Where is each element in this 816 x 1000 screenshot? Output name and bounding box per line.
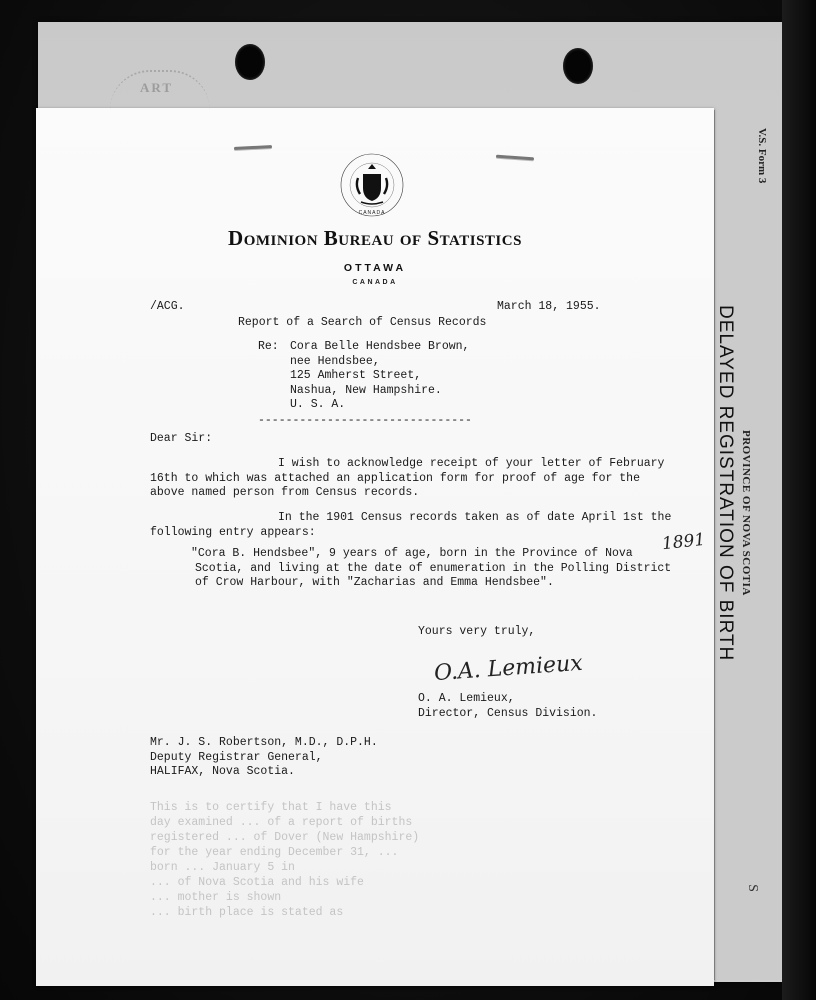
margin-mark: S [744,884,760,892]
punch-hole-right [563,48,593,84]
signer-title: Director, Census Division. [418,707,598,720]
re-block: Cora Belle Hendsbee Brown, nee Hendsbee, 125 Amherst Street, Nashua, New Hampshire. U. S. A. [290,340,470,411]
coat-of-arms-crest [339,152,405,218]
letter-subject: Report of a Search of Census Records [238,316,487,329]
paragraph-1: I wish to acknowledge receipt of your letter of February 16th to which was attached an application form for proof of age for the above named person from Census records. [150,457,665,499]
bleed-through-text: This is to certify that I have this day examined ... of a report of births registered ... of Dover (New Hampshire) for the year ending December 31, ... born ... January 5 in ... of Nova Scotia and his wife ... mother is shown ... birth place is stated as [150,801,420,919]
letterhead-country: CANADA [352,279,398,286]
handwritten-year-note: 1891 [661,529,707,555]
census-entry-quote: "Cora B. Hendsbee", 9 years of age, born in the Province of Nova Scotia, and living at the date of enumeration in the Polling District of Crow Harbour, with "Zacharias and Emma Hendsbee". [191,547,672,589]
closing: Yours very truly, [418,625,536,638]
re-label: Re: [258,340,279,353]
punch-hole-left [235,44,265,80]
signer-name: O. A. Lemieux, [418,692,515,705]
reference-code: /ACG. [150,300,185,313]
form-label: V.S. Form 3 [756,128,768,184]
scan-edge [782,0,816,1000]
recipient-address: Mr. J. S. Robertson, M.D., D.P.H. Deputy Registrar General, HALIFAX, Nova Scotia. [150,736,378,778]
embossed-seal-text: ART [140,80,173,95]
letterhead-city: OTTAWA [343,262,407,274]
bureau-title: Dominion Bureau of Statistics [228,226,522,250]
signature: O.A. Lemieux [433,650,584,687]
separator-line: ------------------------------- [258,414,472,427]
letter-date: March 18, 1955. [497,300,601,313]
paragraph-2: In the 1901 Census records taken as of date April 1st the following entry appears: [150,511,672,539]
folder-title: DELAYED REGISTRATION OF BIRTH [715,305,736,662]
salutation: Dear Sir: [150,432,213,445]
folder-province: PROVINCE OF NOVA SCOTIA [740,430,752,596]
crest-country: CANADA [358,210,386,216]
